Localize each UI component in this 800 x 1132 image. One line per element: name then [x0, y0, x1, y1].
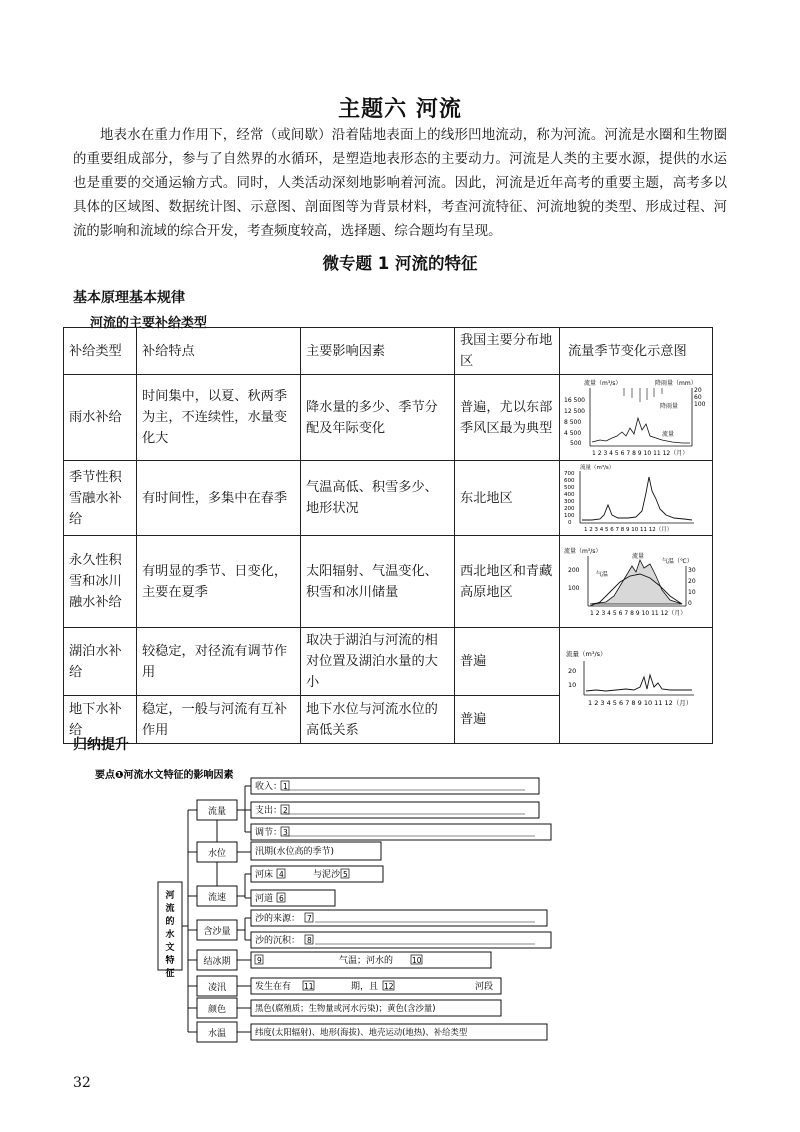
- y-tick: 12 500: [564, 407, 585, 415]
- blank-number: 4: [279, 870, 284, 879]
- series-label: 降雨量: [660, 402, 679, 410]
- y2-tick: 20: [688, 577, 696, 585]
- table-cell: 稳定，一般与河流有互补作用: [137, 696, 301, 744]
- y-tick: 20: [568, 666, 577, 675]
- y-tick: 0: [568, 520, 572, 526]
- glacier-supply-chart: [562, 546, 702, 618]
- table-cell: 取决于湖泊与河流的相对位置及湖泊水量的大小: [301, 628, 455, 696]
- table-cell: 有明显的季节、日变化，主要在夏季: [137, 536, 301, 628]
- leaf-text: 沙的来源：: [255, 914, 301, 924]
- blank-number: 10: [412, 956, 422, 965]
- diagram-heading: 要点❶河流水文特征的影响因素: [95, 770, 234, 781]
- table-row: [64, 628, 713, 696]
- leaf-text: 纬度(太阳辐射)、地形(海拔)、地壳运动(地热)、补给类型: [255, 1027, 468, 1037]
- intro-paragraph: 地表水在重力作用下，经常（或间歇）沿着陆地表面上的线形凹地流动，称为河流。河流是水圈和生物圈的重要组成部分，参与了自然界的水循环，是塑造地表形态的主要动力。河流是人类的主要水源，提供的水运也是重要的交通运输方式。同时，人类活动深刻地影响着河流。因此，河流是近年高考的重要主题，高考多以具体的区域图、数据统计图、示意图、剖面图等为背景材料，考查河流特征、河流地貌的类型、形成过程、河流的影响和流域的综合开发，考查频度较高，选择题、综合题均有呈现。: [73, 128, 727, 239]
- hydrology-factors-diagram: [95, 770, 575, 1055]
- leaf-text: 沙的沉积：: [255, 936, 301, 946]
- chart-ylabel: 流量（m³/s）: [564, 547, 602, 555]
- leaf-text: 收入：: [255, 782, 283, 792]
- root-char: 文: [165, 943, 175, 953]
- y-tick: 10: [568, 680, 577, 689]
- y-tick: 600: [564, 478, 575, 484]
- leaf-text: 支出：: [255, 806, 283, 816]
- series-label: 流量: [632, 552, 645, 560]
- supply-type-table: [63, 327, 713, 744]
- flow-line: [582, 477, 692, 520]
- section-heading-summary: 归纳提升: [73, 737, 129, 753]
- leaf-text: 汛期(水位高的季节): [255, 847, 335, 857]
- y-tick: 700: [564, 471, 575, 477]
- header-cell: 主要影响因素: [301, 328, 455, 375]
- header-cell: 补给特点: [137, 328, 301, 375]
- rain-supply-chart: [562, 378, 706, 458]
- blank-number: 6: [279, 894, 284, 903]
- y2-tick: 30: [688, 566, 696, 574]
- leaf-text: 河段: [475, 982, 494, 992]
- y2-tick: 0: [688, 599, 692, 607]
- page-number: 32: [73, 1075, 91, 1091]
- blank-number: 2: [283, 806, 288, 815]
- y2-tick: 100: [694, 400, 706, 408]
- header-cell: 我国主要分布地区: [455, 328, 560, 375]
- node-speed: 流速: [207, 893, 227, 903]
- table-cell: 时间集中，以夏、秋两季为主，不连续性，水量变化大: [137, 375, 301, 461]
- chart-y2label: 气温（℃）: [662, 557, 693, 565]
- table-cell: 普遍: [455, 628, 560, 696]
- table-cell: 太阳辐射、气温变化、积雪和冰川储量: [301, 536, 455, 628]
- chart-cell-lake: [560, 628, 713, 744]
- x-ticks: 1 2 3 4 5 6 7 8 9 10 11 12（月）: [584, 527, 673, 533]
- chart-cell-glacier: [560, 536, 713, 628]
- rainfall-bars: [624, 388, 662, 402]
- blank-number: 7: [307, 914, 312, 923]
- table-cell: 东北地区: [455, 461, 560, 536]
- table-cell: 湖泊水补给: [64, 628, 137, 696]
- x-ticks: 1 2 3 4 5 6 7 8 9 10 11 12（月）: [588, 698, 693, 707]
- root-char: 河: [165, 891, 175, 901]
- blank-number: 1: [283, 782, 288, 791]
- chart-ylabel: 流量（m³/s）: [584, 379, 622, 387]
- page-title: 主题六 河流: [338, 97, 462, 122]
- table-cell: 降水量的多少、季节分配及年际变化: [301, 375, 455, 461]
- table-cell: 地下水补给: [64, 696, 137, 744]
- leaf-text: 调节：: [255, 828, 283, 838]
- table-cell: 季节性积雪融水补给: [64, 461, 137, 536]
- node-temp: 水温: [207, 1029, 227, 1039]
- flow-line: [586, 675, 692, 691]
- table-cell: 永久性积雪和冰川融水补给: [64, 536, 137, 628]
- node-level: 水位: [207, 849, 227, 859]
- y-tick: 200: [568, 566, 580, 574]
- y2-tick: 20: [694, 386, 702, 394]
- blank-number: 3: [283, 828, 288, 837]
- lake-supply-chart: [562, 647, 702, 725]
- y-tick: 200: [564, 506, 575, 512]
- node-flood: 凌汛: [207, 983, 227, 993]
- y-tick: 500: [564, 485, 575, 491]
- table-cell: 普遍，尤以东部季风区最为典型: [455, 375, 560, 461]
- root-char: 的: [165, 917, 175, 927]
- root-char: 水: [165, 930, 175, 940]
- table-cell: 普遍: [455, 696, 560, 744]
- blank-number: 11: [304, 982, 314, 991]
- leaf-text: 与泥沙: [313, 870, 341, 880]
- section-heading-principles: 基本原理基本规律: [73, 290, 185, 306]
- table-title: 河流的主要补给类型: [90, 316, 208, 331]
- root-char: 特: [165, 956, 175, 966]
- x-ticks: 1 2 3 4 5 6 7 8 9 10 11 12（月）: [590, 609, 687, 617]
- subtopic-title: 微专题 1 河流的特征: [322, 254, 478, 273]
- blank-number: 5: [343, 870, 348, 879]
- leaf-text: 气温；河水的: [339, 956, 394, 966]
- table-header-row: [64, 328, 713, 375]
- leaf-text: 河床: [255, 870, 274, 880]
- x-ticks: 1 2 3 4 5 6 7 8 9 10 11 12（月）: [592, 449, 689, 457]
- flow-area: [590, 560, 682, 604]
- table-cell: 西北地区和青藏高原地区: [455, 536, 560, 628]
- leaf-text: 河道: [255, 894, 274, 904]
- y-tick: 300: [564, 499, 575, 505]
- leaf-text: 黑色(腐殖质；生物量或河水污染)；黄色(含沙量): [255, 1003, 436, 1013]
- node-sediment: 含沙量: [203, 927, 231, 937]
- flow-line: [592, 418, 690, 443]
- header-cell: 补给类型: [64, 328, 137, 375]
- leaf-text: 发生在有: [255, 982, 292, 992]
- chart-y2label: 降雨量（mm）: [655, 379, 697, 387]
- chart-ylabel: 流量（m³/s）: [566, 649, 607, 658]
- leaf-text: 期，且: [351, 982, 379, 992]
- y2-tick: 10: [688, 588, 696, 596]
- node-color: 颜色: [207, 1005, 227, 1015]
- table-row: [64, 461, 713, 536]
- blank-number: 12: [384, 982, 394, 991]
- table-cell: 地下水位与河流水位的高低关系: [301, 696, 455, 744]
- table-row: [64, 375, 713, 461]
- y2-tick: 60: [694, 393, 702, 401]
- table-cell: 较稳定，对径流有调节作用: [137, 628, 301, 696]
- y-tick: 100: [564, 513, 575, 519]
- node-ice: 结冰期: [203, 957, 231, 967]
- node-flow: 流量: [207, 807, 227, 817]
- series-label: 气温: [596, 570, 609, 578]
- y-tick: 400: [564, 492, 575, 498]
- y-tick: 16 500: [564, 396, 585, 404]
- table-cell: 有时间性，多集中在春季: [137, 461, 301, 536]
- root-char: 征: [165, 969, 175, 979]
- header-cell: 流量季节变化示意图: [560, 328, 713, 375]
- root-char: 流: [165, 904, 175, 914]
- chart-cell-rain: [560, 375, 713, 461]
- y-tick: 500: [570, 439, 582, 447]
- table-cell: 雨水补给: [64, 375, 137, 461]
- series-label: 流量: [662, 430, 675, 438]
- blank-number: 9: [257, 956, 262, 965]
- y-tick: 100: [568, 584, 580, 592]
- table-row: [64, 536, 713, 628]
- chart-cell-snow: [560, 461, 713, 536]
- y-tick: 8 500: [564, 418, 582, 426]
- table-cell: 气温高低、积雪多少、地形状况: [301, 461, 455, 536]
- blank-number: 8: [307, 936, 312, 945]
- y-tick: 4 500: [564, 429, 582, 437]
- snowmelt-supply-chart: [562, 463, 702, 533]
- chart-ylabel: 流量（m³/s）: [580, 465, 615, 471]
